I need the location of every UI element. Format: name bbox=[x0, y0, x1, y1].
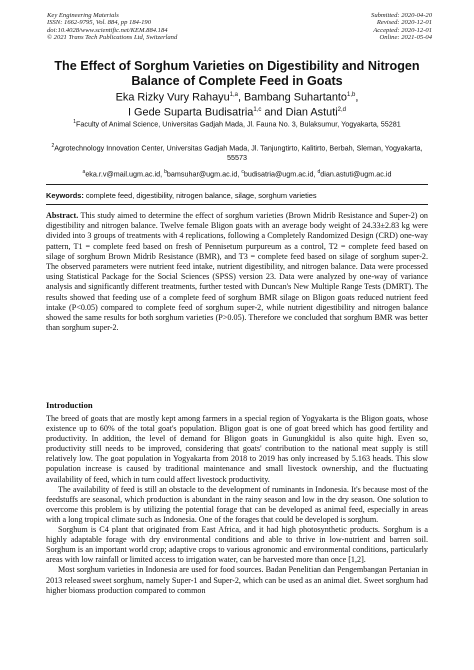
submission-dates bbox=[371, 12, 432, 42]
email-marker: b bbox=[164, 169, 167, 175]
email-link[interactable]: bamsuhar@ugm.ac.id, bbox=[166, 169, 242, 179]
divider-bottom bbox=[46, 204, 428, 205]
affiliation-marker: 1 bbox=[73, 119, 76, 125]
paragraph: Most sorghum varieties in Indonesia are used for food sources. Badan Penelitian dan Pengembangan Pertanian in 2013 released sweet sorghum, namely Super-1 and Super-2, which can be used as an animal diet. Sweet sorghum had higher biomass production compared to common bbox=[46, 565, 428, 595]
abstract-label: Abstract. bbox=[46, 211, 79, 220]
revised-date: Revised: 2020-12-01 bbox=[376, 19, 432, 27]
author-name: Eka Rizky Vury Rahayu bbox=[115, 91, 230, 104]
keywords-text: complete feed, digestibility, nitrogen balance, silage, sorghum varieties bbox=[83, 191, 317, 200]
introduction-body bbox=[46, 414, 428, 596]
divider-top bbox=[46, 184, 428, 185]
abstract-text: This study aimed to determine the effect of sorghum varieties (Brown Midrib Resistance and Super-2) on digestibility and nitrogen balance. Twelve female Bligon goats with an average body weight of 24.33±2.83 kg were divided into 3 groups of treatments with 4 replications, following a Completely Randomized Design (CRD) one-way pattern, T1 = complete feed based on fresh of Pennisetum purpureum as a control, T2 = complete feed based on silage of sorghum Brown Midrib Resistance (BMR), and T3 = complete feed based on silage of sorghum super-2. The observed parameters were nutrient feed intake, nutrient digestibility, and nitrogen balance. Data were processed using Statistical Package for the Social Sciences (SPSS) version 23. Data were analyzed by one-way of variance analysis and significantly different treatments, further tested with Duncan's New Multiple Range Tests (DMRT). The results showed that feeding use of a complete feed of sorghum BMR silage on Bligon goats reduced nutrient feed intake (P<0.05) compared to complete feed of sorghum super-2, while nutrient digestibility and nitrogen balance showed the same results for both sorghum varieties (P>0.05). Therefore we concluded that sorghum BMR was better than sorghum super-2. bbox=[46, 211, 428, 333]
author-separator: and bbox=[261, 106, 286, 119]
affiliation-text: Faculty of Animal Science, Universitas Gadjah Mada, Jl. Fauna No. 3, Bulaksumur, Yogyakarta, 55281 bbox=[75, 119, 401, 129]
paragraph: The breed of goats that are mostly kept among farmers in a special region of Yogyakarta is the Bligon goats, whose existence up to 60% of the total goat's population. Bligon goat is one of goat breed which has good fertility and productivity. In addition, the level of demand for Bligon goats in Gunungkidul is also quite high. Even so, productivity still needs to be improved, considering that goats' contribution to the national meat supply is still relatively low. The goat population in Yogyakarta from 2018 to 2019 has only increased by 5.163 heads. This slow population increase is caused by traditional maintenance and small livestock ownership, and the fluctuating availability of feed, which in turn could affect livestock productivity. bbox=[46, 414, 428, 484]
author-affiliation-marker: 1,b bbox=[346, 92, 356, 98]
author-separator: , bbox=[237, 91, 245, 104]
paragraph: The availability of feed is still an obstacle to the development of ruminants in Indonesia. It's because most of the feedstuffs are seasonal, which production is abundant in the rainy season and low in the dry season. One solution to overcome this problem is by utilizing the potential forage that can be developed as animal feed, especially in areas with a long tropical climate such as Indonesia. One of the forages that could be developed is sorghum. bbox=[46, 484, 428, 524]
email-link[interactable]: eka.r.v@mail.ugm.ac.id, bbox=[85, 169, 165, 179]
author-list bbox=[50, 89, 424, 119]
author-separator: , bbox=[355, 91, 359, 104]
affiliation-text: Agrotechnology Innovation Center, Universitas Gadjah Mada, Jl. Tanjungtirto, Kalitirto, Berbah, Sleman, Yogyakarta, 55573 bbox=[54, 143, 423, 163]
journal-issn: ISSN: 1662-9795, Vol. 884, pp 184-190 bbox=[47, 19, 152, 27]
journal-copyright: © 2021 Trans Tech Publications Ltd, Switzerland bbox=[47, 34, 178, 42]
abstract bbox=[46, 211, 428, 333]
author-name: I Gede Suparta Budisatria bbox=[128, 106, 254, 119]
email-marker: a bbox=[82, 169, 86, 175]
online-date: Online: 2021-05-04 bbox=[379, 34, 432, 42]
author-affiliation-marker: 1,c bbox=[253, 107, 262, 114]
paper-title: The Effect of Sorghum Varieties on Digestibility and Nitrogen Balance of Complete Feed in Goats bbox=[54, 59, 420, 88]
journal-name: Key Engineering Materials bbox=[47, 12, 119, 19]
author-emails bbox=[46, 168, 428, 178]
affiliation-1 bbox=[46, 117, 428, 129]
accepted-date: Accepted: 2020-12-01 bbox=[373, 26, 432, 34]
keywords-label: Keywords: bbox=[46, 191, 84, 200]
paragraph: Sorghum is C4 plant that originated from East Africa, and it had high photosynthetic products. Sorghum is a highly adaptable forage with dry environmental conditions and able to thrive in low-nutrient and barren soil. Sorghum is an important world crop; adaptive crops to various agronomic and environmental conditions, particularly areas with low rainfall or limited access to irrigation water, can be harvested more than once [1,2]. bbox=[46, 525, 428, 565]
email-marker: c bbox=[241, 169, 244, 175]
author-name: Bambang Suhartanto bbox=[244, 91, 347, 104]
author-name: Dian Astuti bbox=[285, 106, 338, 119]
keywords bbox=[46, 191, 428, 200]
affiliation-marker: 2 bbox=[51, 143, 55, 149]
email-link[interactable]: budisatria@ugm.ac.id, bbox=[243, 169, 318, 179]
affiliation-2 bbox=[46, 141, 428, 163]
email-marker: d bbox=[317, 169, 321, 175]
email-link[interactable]: dian.astuti@ugm.ac.id bbox=[320, 169, 392, 179]
author-affiliation-marker: 2,d bbox=[337, 107, 346, 114]
author-affiliation-marker: 1,a bbox=[229, 92, 238, 98]
submitted-date: Submitted: 2020-04-20 bbox=[371, 12, 432, 19]
journal-info bbox=[47, 12, 177, 42]
journal-doi: doi:10.4028/www.scientific.net/KEM.884.184 bbox=[47, 26, 168, 34]
section-heading: Introduction bbox=[46, 400, 93, 410]
